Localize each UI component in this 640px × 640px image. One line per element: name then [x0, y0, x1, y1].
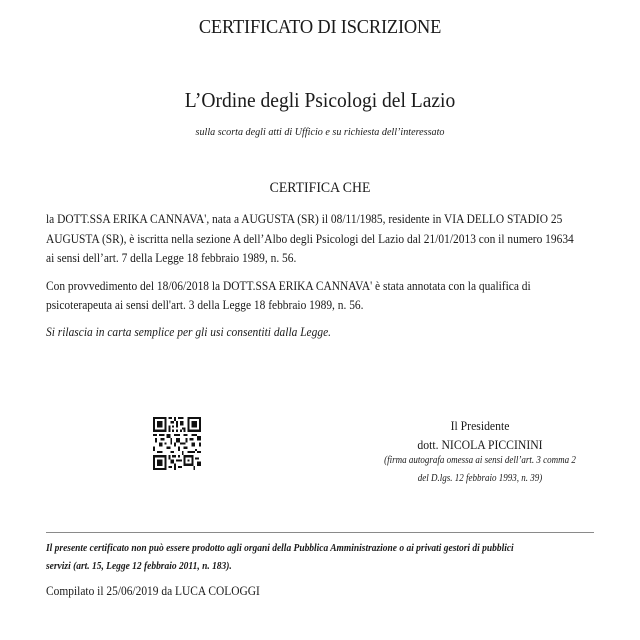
compiled-by: Compilato il 25/06/2019 da LUCA COLOGGI — [46, 583, 260, 598]
signatory-name: dott. NICOLA PICCININI — [417, 437, 543, 452]
notice-line: Il presente certificato non può essere prodotto agli organi della Pubblica Amministrazione o ai privati gestori di pubblici — [46, 542, 514, 554]
certificate-title: CERTIFICATO DI ISCRIZIONE — [198, 16, 442, 38]
paragraph-line: la DOTT.SSA ERIKA CANNAVA', nata a AUGUSTA (SR) il 08/11/1985, residente in VIA DELLO STADIO 25 — [46, 211, 563, 226]
signature-note-line: (firma autografa omessa ai sensi dell’art. 3 comma 2 — [384, 455, 576, 466]
release-note: Si rilascia in carta semplice per gli usi consentiti dalla Legge. — [46, 324, 332, 339]
paragraph-line: AUGUSTA (SR), è iscritta nella sezione A dell’Albo degli Psicologi del Lazio dal 21/01/2013 con il numero 19634 — [46, 231, 574, 246]
paragraph-line: psicoterapeuta ai sensi dell'art. 3 della Legge 18 febbraio 1989, n. 56. — [46, 297, 364, 312]
certifica-heading: CERTIFICA CHE — [269, 180, 371, 196]
organization-name: L’Ordine degli Psicologi del Lazio — [184, 88, 456, 112]
footer-divider — [46, 532, 594, 533]
notice-line: servizi (art. 15, Legge 12 febbraio 2011, n. 183). — [46, 560, 232, 572]
qr-code-icon — [153, 417, 201, 470]
certificate-subtitle: sulla scorta degli atti di Ufficio e su richiesta dell’interessato — [195, 126, 445, 138]
signatory-role: Il Presidente — [450, 418, 510, 433]
paragraph-line: ai sensi dell’art. 7 della Legge 18 febbraio 1989, n. 56. — [46, 250, 297, 265]
signature-note-line: del D.lgs. 12 febbraio 1993, n. 39) — [417, 473, 543, 484]
paragraph-line: Con provvedimento del 18/06/2018 la DOTT.SSA ERIKA CANNAVA' è stata annotata con la qualifica di — [46, 278, 531, 293]
